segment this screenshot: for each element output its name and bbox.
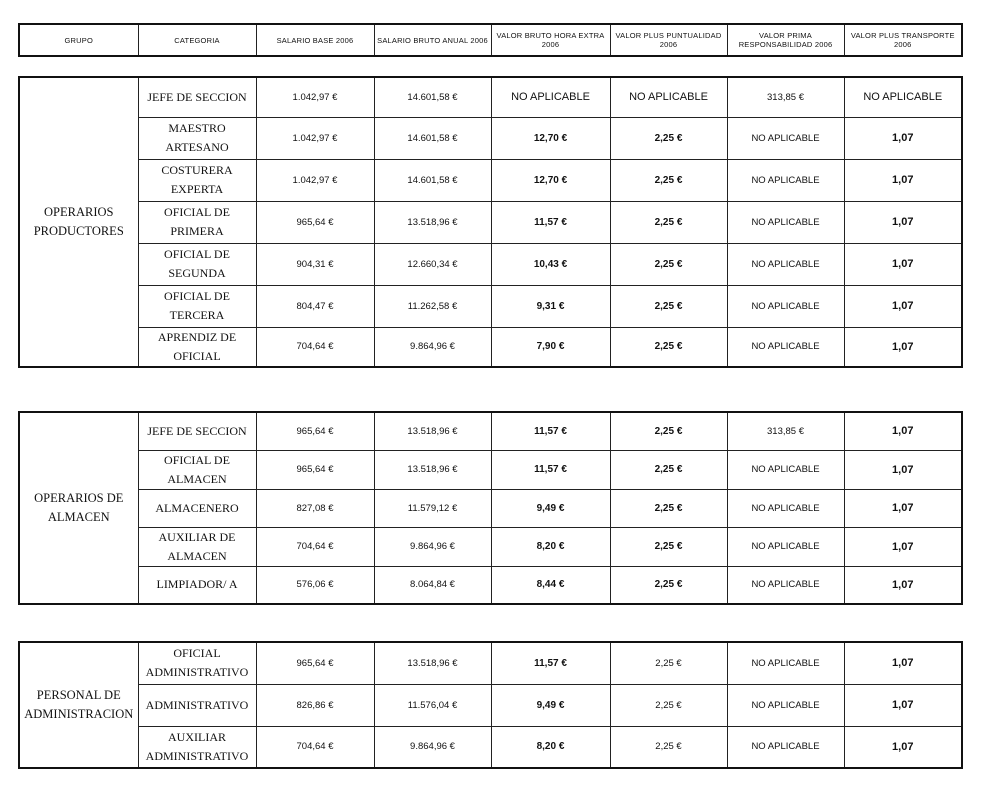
categoria-cell: AUXILIAR DE ALMACEN: [138, 527, 256, 566]
categoria-cell: JEFE DE SECCION: [138, 412, 256, 450]
categoria-cell: APRENDIZ DE OFICIAL: [138, 327, 256, 367]
plus-puntualidad-cell: 2,25 €: [610, 450, 727, 489]
salario-bruto-cell: 8.064,84 €: [374, 566, 491, 604]
header-hora-extra: VALOR BRUTO HORA EXTRA 2006: [491, 24, 610, 56]
hora-extra-cell: 11,57 €: [491, 450, 610, 489]
table-row: [19, 243, 962, 285]
plus-transporte-cell: 1,07: [844, 117, 962, 159]
categoria-cell: OFICIAL DE PRIMERA: [138, 201, 256, 243]
plus-puntualidad-cell: 2,25 €: [610, 285, 727, 327]
header-salario-bruto-anual: SALARIO BRUTO ANUAL 2006: [374, 24, 491, 56]
plus-puntualidad-cell: 2,25 €: [610, 201, 727, 243]
hora-extra-cell: 8,44 €: [491, 566, 610, 604]
group-table-operarios-productores: [18, 76, 963, 368]
salario-bruto-cell: 11.576,04 €: [374, 684, 491, 726]
salario-bruto-cell: 9.864,96 €: [374, 527, 491, 566]
salario-base-cell: 965,64 €: [256, 642, 374, 684]
table-row: [19, 285, 962, 327]
table-row: [19, 566, 962, 604]
salario-base-cell: 1.042,97 €: [256, 159, 374, 201]
prima-responsabilidad-cell: NO APLICABLE: [727, 489, 844, 527]
categoria-cell: ADMINISTRATIVO: [138, 684, 256, 726]
prima-responsabilidad-cell: 313,85 €: [727, 412, 844, 450]
salario-base-cell: 1.042,97 €: [256, 117, 374, 159]
salario-base-cell: 704,64 €: [256, 726, 374, 768]
plus-transporte-cell: 1,07: [844, 285, 962, 327]
prima-responsabilidad-cell: NO APLICABLE: [727, 566, 844, 604]
plus-puntualidad-cell: 2,25 €: [610, 489, 727, 527]
prima-responsabilidad-cell: NO APLICABLE: [727, 527, 844, 566]
salario-base-cell: 826,86 €: [256, 684, 374, 726]
hora-extra-cell: 11,57 €: [491, 412, 610, 450]
plus-transporte-cell: 1,07: [844, 327, 962, 367]
salario-bruto-cell: 13.518,96 €: [374, 450, 491, 489]
plus-transporte-cell: 1,07: [844, 201, 962, 243]
plus-puntualidad-cell: NO APLICABLE: [610, 77, 727, 117]
header-salario-base: SALARIO BASE 2006: [256, 24, 374, 56]
plus-transporte-cell: 1,07: [844, 243, 962, 285]
header-row: [19, 24, 962, 56]
plus-puntualidad-cell: 2,25 €: [610, 412, 727, 450]
categoria-cell: JEFE DE SECCION: [138, 77, 256, 117]
salario-base-cell: 704,64 €: [256, 527, 374, 566]
prima-responsabilidad-cell: NO APLICABLE: [727, 327, 844, 367]
plus-transporte-cell: 1,07: [844, 726, 962, 768]
prima-responsabilidad-cell: NO APLICABLE: [727, 243, 844, 285]
table-row: [19, 489, 962, 527]
hora-extra-cell: 11,57 €: [491, 642, 610, 684]
table-row: [19, 412, 962, 450]
salario-base-cell: 1.042,97 €: [256, 77, 374, 117]
salario-bruto-cell: 11.579,12 €: [374, 489, 491, 527]
plus-puntualidad-cell: 2,25 €: [610, 642, 727, 684]
categoria-cell: AUXILIAR ADMINISTRATIVO: [138, 726, 256, 768]
hora-extra-cell: 7,90 €: [491, 327, 610, 367]
header-table: [18, 23, 963, 57]
plus-puntualidad-cell: 2,25 €: [610, 527, 727, 566]
table-row: [19, 450, 962, 489]
prima-responsabilidad-cell: NO APLICABLE: [727, 201, 844, 243]
plus-transporte-cell: 1,07: [844, 412, 962, 450]
plus-puntualidad-cell: 2,25 €: [610, 726, 727, 768]
plus-puntualidad-cell: 2,25 €: [610, 243, 727, 285]
group-table-personal-administracion: [18, 641, 963, 769]
plus-transporte-cell: NO APLICABLE: [844, 77, 962, 117]
table-row: [19, 77, 962, 117]
categoria-cell: LIMPIADOR/ A: [138, 566, 256, 604]
table-row: [19, 159, 962, 201]
plus-puntualidad-cell: 2,25 €: [610, 117, 727, 159]
salario-base-cell: 965,64 €: [256, 412, 374, 450]
plus-puntualidad-cell: 2,25 €: [610, 159, 727, 201]
plus-transporte-cell: 1,07: [844, 527, 962, 566]
plus-transporte-cell: 1,07: [844, 684, 962, 726]
prima-responsabilidad-cell: NO APLICABLE: [727, 285, 844, 327]
plus-transporte-cell: 1,07: [844, 489, 962, 527]
table-row: [19, 642, 962, 684]
table-row: [19, 527, 962, 566]
prima-responsabilidad-cell: NO APLICABLE: [727, 726, 844, 768]
hora-extra-cell: 10,43 €: [491, 243, 610, 285]
salario-bruto-cell: 13.518,96 €: [374, 201, 491, 243]
hora-extra-cell: 8,20 €: [491, 726, 610, 768]
hora-extra-cell: 9,49 €: [491, 489, 610, 527]
prima-responsabilidad-cell: NO APLICABLE: [727, 684, 844, 726]
salario-bruto-cell: 14.601,58 €: [374, 159, 491, 201]
salario-base-cell: 704,64 €: [256, 327, 374, 367]
plus-puntualidad-cell: 2,25 €: [610, 327, 727, 367]
hora-extra-cell: 12,70 €: [491, 159, 610, 201]
hora-extra-cell: 9,31 €: [491, 285, 610, 327]
group-name: OPERARIOS PRODUCTORES: [19, 77, 138, 367]
header-grupo: GRUPO: [19, 24, 138, 56]
plus-transporte-cell: 1,07: [844, 159, 962, 201]
table-row: [19, 726, 962, 768]
categoria-cell: OFICIAL DE SEGUNDA: [138, 243, 256, 285]
salario-base-cell: 804,47 €: [256, 285, 374, 327]
prima-responsabilidad-cell: NO APLICABLE: [727, 642, 844, 684]
table-row: [19, 327, 962, 367]
categoria-cell: MAESTRO ARTESANO: [138, 117, 256, 159]
table-row: [19, 117, 962, 159]
header-categoria: CATEGORIA: [138, 24, 256, 56]
categoria-cell: OFICIAL ADMINISTRATIVO: [138, 642, 256, 684]
salario-bruto-cell: 12.660,34 €: [374, 243, 491, 285]
plus-transporte-cell: 1,07: [844, 642, 962, 684]
salario-bruto-cell: 14.601,58 €: [374, 117, 491, 159]
salario-bruto-cell: 13.518,96 €: [374, 642, 491, 684]
prima-responsabilidad-cell: 313,85 €: [727, 77, 844, 117]
salario-base-cell: 965,64 €: [256, 201, 374, 243]
prima-responsabilidad-cell: NO APLICABLE: [727, 450, 844, 489]
categoria-cell: OFICIAL DE ALMACEN: [138, 450, 256, 489]
plus-puntualidad-cell: 2,25 €: [610, 684, 727, 726]
header-plus-puntualidad: VALOR PLUS PUNTUALIDAD 2006: [610, 24, 727, 56]
salario-base-cell: 576,06 €: [256, 566, 374, 604]
plus-transporte-cell: 1,07: [844, 566, 962, 604]
salario-bruto-cell: 9.864,96 €: [374, 327, 491, 367]
hora-extra-cell: 9,49 €: [491, 684, 610, 726]
salario-bruto-cell: 14.601,58 €: [374, 77, 491, 117]
salario-bruto-cell: 11.262,58 €: [374, 285, 491, 327]
hora-extra-cell: 11,57 €: [491, 201, 610, 243]
group-table-operarios-almacen: [18, 411, 963, 605]
group-name: PERSONAL DE ADMINISTRACION: [19, 642, 138, 768]
categoria-cell: COSTURERA EXPERTA: [138, 159, 256, 201]
hora-extra-cell: 12,70 €: [491, 117, 610, 159]
prima-responsabilidad-cell: NO APLICABLE: [727, 117, 844, 159]
salario-bruto-cell: 9.864,96 €: [374, 726, 491, 768]
hora-extra-cell: 8,20 €: [491, 527, 610, 566]
header-prima-responsabilidad: VALOR PRIMA RESPONSABILIDAD 2006: [727, 24, 844, 56]
table-row: [19, 684, 962, 726]
salario-base-cell: 965,64 €: [256, 450, 374, 489]
categoria-cell: ALMACENERO: [138, 489, 256, 527]
salario-bruto-cell: 13.518,96 €: [374, 412, 491, 450]
plus-transporte-cell: 1,07: [844, 450, 962, 489]
hora-extra-cell: NO APLICABLE: [491, 77, 610, 117]
salario-base-cell: 827,08 €: [256, 489, 374, 527]
categoria-cell: OFICIAL DE TERCERA: [138, 285, 256, 327]
group-name: OPERARIOS DE ALMACEN: [19, 412, 138, 604]
plus-puntualidad-cell: 2,25 €: [610, 566, 727, 604]
salario-base-cell: 904,31 €: [256, 243, 374, 285]
table-row: [19, 201, 962, 243]
header-plus-transporte: VALOR PLUS TRANSPORTE 2006: [844, 24, 962, 56]
prima-responsabilidad-cell: NO APLICABLE: [727, 159, 844, 201]
